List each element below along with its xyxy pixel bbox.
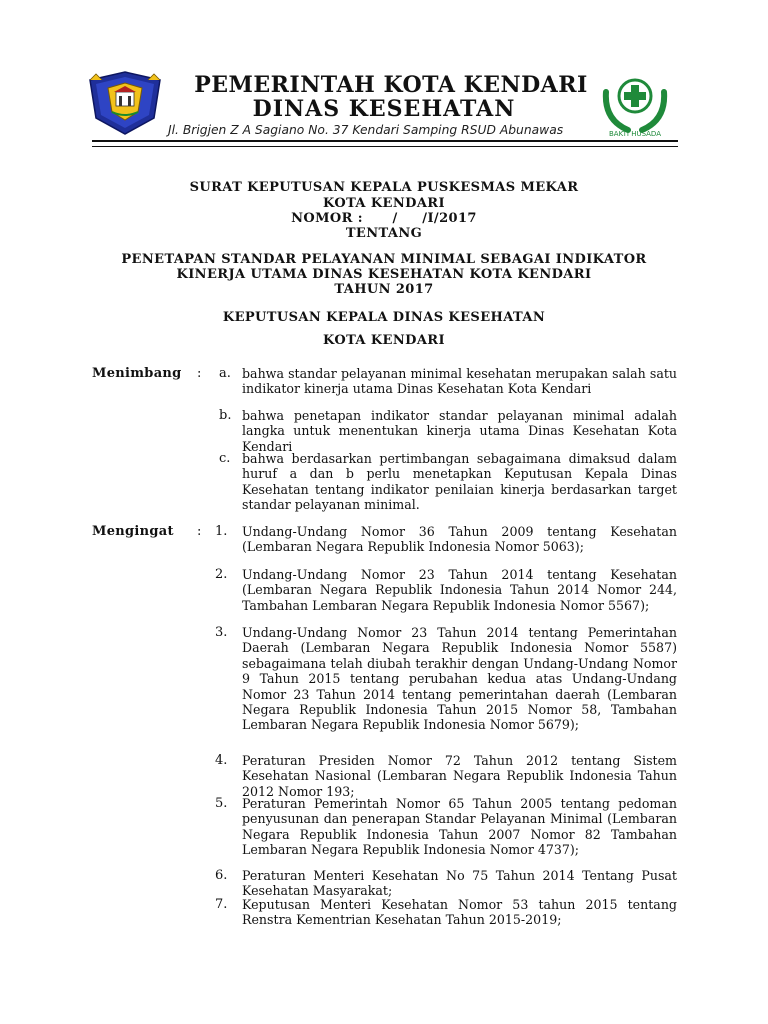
- menimbang-item-b: bahwa penetapan indikator standar pelayanan minimal adalah langka untuk menentukan kinerja utama Dinas Kesehatan Kota Kendari: [242, 408, 677, 454]
- heading-line1: SURAT KEPUTUSAN KEPALA PUSKESMAS MEKAR: [189, 180, 579, 195]
- mengingat-mark-5: 5.: [215, 796, 228, 811]
- mengingat-mark-4: 4.: [215, 753, 228, 768]
- heading-line2: KOTA KENDARI: [323, 196, 445, 211]
- letterhead-address: Jl. Brigjen Z A Sagiano No. 37 Kendari Samping RSUD Abunawas: [168, 123, 564, 137]
- menimbang-label: Menimbang: [92, 366, 182, 381]
- heading-tentang: TENTANG: [345, 226, 423, 241]
- mengingat-item-2: Undang-Undang Nomor 23 Tahun 2014 tentang Kesehatan (Lembaran Negara Republik Indonesia Tahun 2014 Nomor 244, Tambahan Lembaran Negara Republik Indonesia Nomor 5567);: [242, 567, 677, 613]
- mengingat-mark-1: 1.: [215, 524, 228, 539]
- menimbang-mark-c: c.: [219, 451, 231, 466]
- menimbang-mark-a: a.: [219, 366, 231, 381]
- menimbang-mark-b: b.: [219, 408, 232, 423]
- mengingat-item-6: Peraturan Menteri Kesehatan No 75 Tahun 2014 Tentang Pusat Kesehatan Masyarakat;: [242, 868, 677, 899]
- heading-nomor: NOMOR : / /I/2017: [291, 211, 477, 226]
- mengingat-mark-2: 2.: [215, 567, 228, 582]
- bakti-husada-text: BAKTI HUSADA: [608, 130, 662, 138]
- menimbang-item-a: bahwa standar pelayanan minimal kesehatan merupakan salah satu indikator kinerja utama Dinas Kesehatan Kota Kendari: [242, 366, 677, 397]
- menimbang-item-c: bahwa berdasarkan pertimbangan sebagaimana dimaksud dalam huruf a dan b perlu menetapkan Keputusan Kepala Dinas Kesehatan tentang indikator penilaian kinerja berdasarkan target standar pelayanan minimal.: [242, 451, 677, 513]
- mengingat-mark-3: 3.: [215, 625, 228, 640]
- menimbang-colon: :: [197, 366, 202, 381]
- mengingat-colon: :: [197, 524, 202, 539]
- mengingat-mark-6: 6.: [215, 868, 228, 883]
- mengingat-item-5: Peraturan Pemerintah Nomor 65 Tahun 2005 tentang pedoman penyusunan dan penerapan Standar Pelayanan Minimal (Lembaran Negara Republik Indonesia Tahun 2007 Nomor 82 Tambahan Lembaran Negara Republik Indonesia Nomor 4737);: [242, 796, 677, 858]
- subject-line2: KINERJA UTAMA DINAS KESEHATAN KOTA KENDARI: [176, 267, 592, 282]
- subject-line3: TAHUN 2017: [334, 282, 434, 297]
- decision-line1: KEPUTUSAN KEPALA DINAS KESEHATAN: [222, 310, 546, 325]
- mengingat-item-3: Undang-Undang Nomor 23 Tahun 2014 tentang Pemerintahan Daerah (Lembaran Negara Republik Indonesia Nomor 5587) sebagaimana telah diubah terakhir dengan Undang-Undang Nomor 9 Tahun 2015 tentang perubahan kedua atas Undang-Undang Nomor 23 Tahun 2014 tentang pemerintahan daerah (Lembaran Negara Republik Indonesia Tahun 2015 Nomor 58, Tambahan Lembaran Negara Republik Indonesia Nomor 5679);: [242, 625, 677, 733]
- mengingat-item-4: Peraturan Presiden Nomor 72 Tahun 2012 tentang Sistem Kesehatan Nasional (Lembaran Negara Republik Indonesia Tahun 2012 Nomor 193;: [242, 753, 677, 799]
- letterhead-title-line1: PEMERINTAH KOTA KENDARI: [194, 72, 588, 98]
- letterhead-rule-thick: [92, 140, 678, 142]
- decision-line2: KOTA KENDARI: [323, 333, 445, 348]
- mengingat-mark-7: 7.: [215, 897, 228, 912]
- mengingat-item-7: Keputusan Menteri Kesehatan Nomor 53 tahun 2015 tentang Renstra Kementrian Kesehatan Tahun 2015-2019;: [242, 897, 677, 928]
- mengingat-label: Mengingat: [92, 524, 174, 539]
- letterhead-title-line2: DINAS KESEHATAN: [252, 96, 516, 122]
- mengingat-item-1: Undang-Undang Nomor 36 Tahun 2009 tentang Kesehatan (Lembaran Negara Republik Indonesia Nomor 5063);: [242, 524, 677, 555]
- subject-line1: PENETAPAN STANDAR PELAYANAN MINIMAL SEBAGAI INDIKATOR: [121, 252, 647, 267]
- letterhead-rule-thin: [92, 146, 678, 147]
